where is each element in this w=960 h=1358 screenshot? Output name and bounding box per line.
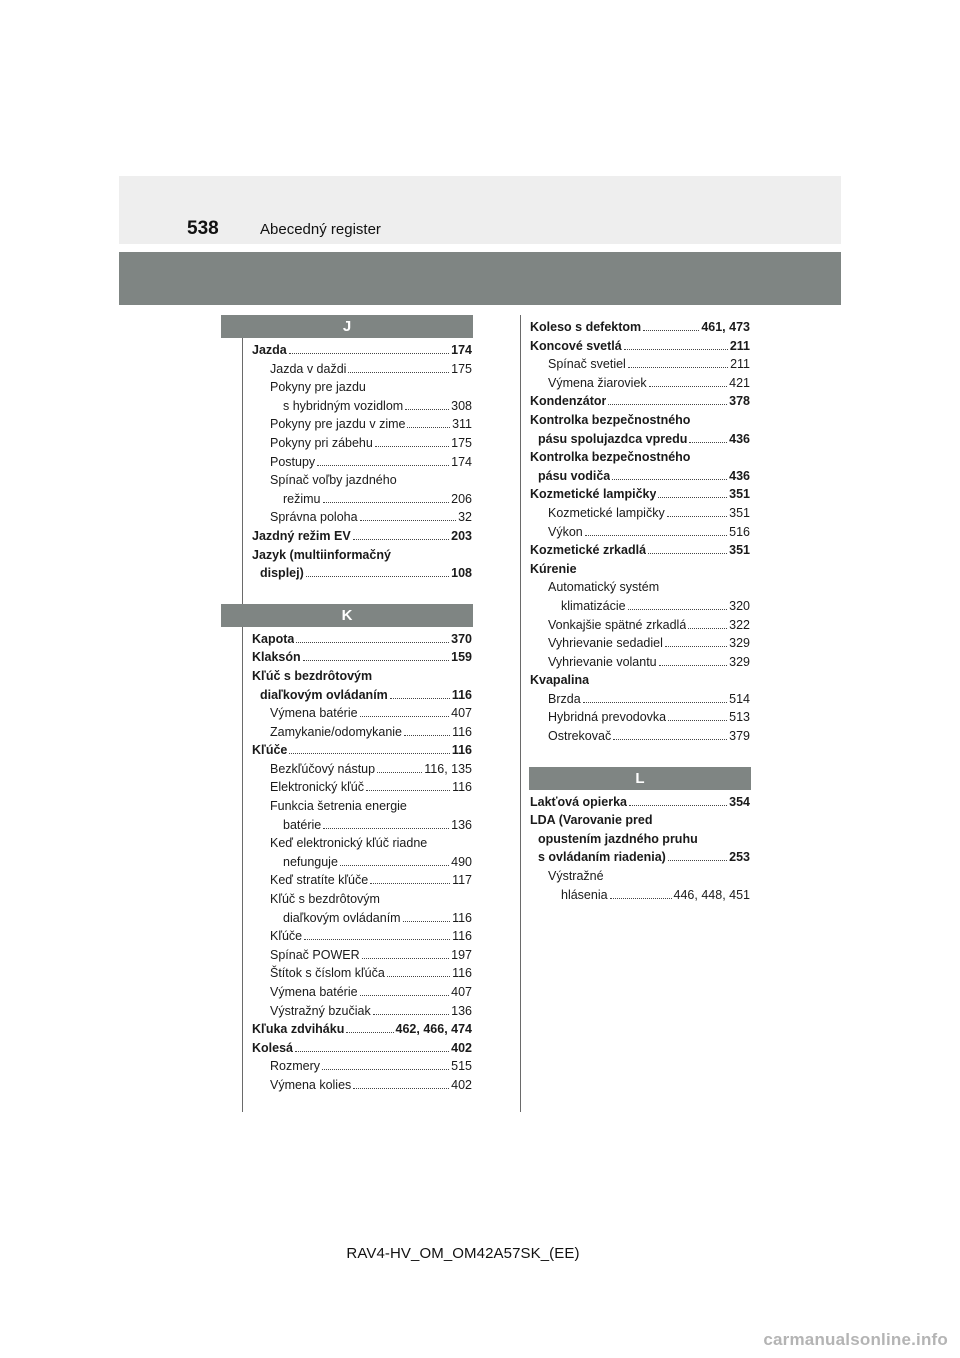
index-entry xyxy=(252,564,472,583)
index-entry-label: Výmena batérie xyxy=(270,706,358,721)
index-entry-label: Spínač voľby jazdného xyxy=(270,473,397,488)
leader-dots xyxy=(306,566,449,577)
index-entry-page: 174 xyxy=(451,454,472,469)
index-entry xyxy=(252,415,472,434)
index-entry-page: 351 xyxy=(729,543,750,558)
index-entry xyxy=(530,793,750,812)
index-entry xyxy=(252,546,472,565)
index-entry-page: 379 xyxy=(729,729,750,744)
leader-dots xyxy=(649,376,727,387)
leader-dots xyxy=(348,362,449,373)
leader-dots xyxy=(360,985,450,996)
index-entry-page: 436 xyxy=(729,468,750,483)
index-entry-page: 402 xyxy=(451,1040,472,1055)
index-entry-page: 402 xyxy=(451,1077,472,1092)
leader-dots xyxy=(628,357,728,368)
letter-header-k: K xyxy=(221,604,473,627)
index-entry-page: 407 xyxy=(451,706,472,721)
leader-dots xyxy=(323,818,449,829)
index-entry xyxy=(530,337,750,356)
index-entry-page: 461, 473 xyxy=(701,320,750,334)
index-entry xyxy=(252,1039,472,1058)
index-entry-label: opustením jazdného pruhu xyxy=(538,831,698,846)
index-entry-label: Kolesá xyxy=(252,1040,293,1055)
leader-dots xyxy=(387,966,450,977)
section-title: Abecedný register xyxy=(260,221,381,238)
index-entry-label: Brzda xyxy=(548,691,581,706)
index-entry-label: Jazdný režim EV xyxy=(252,528,351,543)
index-entry-page: 436 xyxy=(729,431,750,446)
watermark: carmanualsonline.info xyxy=(763,1330,948,1349)
index-entry-page: 203 xyxy=(451,528,472,543)
index-entry-label: Jazda v daždi xyxy=(270,361,347,376)
leader-dots xyxy=(613,729,727,740)
leader-dots xyxy=(407,417,450,428)
index-entry-page: 116 xyxy=(451,743,472,758)
index-entry-label: Elektronický kľúč xyxy=(270,780,364,795)
index-entry xyxy=(252,964,472,983)
index-entry-label: Výkon xyxy=(548,524,583,539)
leader-dots xyxy=(390,688,450,699)
index-entry-label: Kľúč s bezdrôtovým xyxy=(252,668,373,683)
index-entry-label: pásu vodiča xyxy=(538,468,611,483)
index-entry-page: 116 xyxy=(452,724,472,739)
index-entry-page: 462, 466, 474 xyxy=(395,1022,472,1037)
index-entry-page: 446, 448, 451 xyxy=(673,887,750,902)
index-entry-page: 514 xyxy=(729,691,750,706)
index-entry-page: 197 xyxy=(451,947,472,962)
index-entry-page: 116 xyxy=(452,780,472,795)
leader-dots xyxy=(377,762,422,773)
leader-dots xyxy=(624,339,728,350)
index-entry-label: Kondenzátor xyxy=(530,394,607,409)
index-entry xyxy=(530,448,750,467)
index-entry-page: 211 xyxy=(729,338,750,353)
header-dark-band xyxy=(119,252,841,305)
index-entry xyxy=(252,853,472,872)
index-entry-label: Jazda xyxy=(252,343,287,357)
leader-dots xyxy=(404,725,450,736)
leader-dots xyxy=(659,655,728,666)
index-entry xyxy=(252,983,472,1002)
index-entry-page: 351 xyxy=(729,505,750,520)
index-entry xyxy=(252,434,472,453)
index-entry-label: Spínač POWER xyxy=(270,947,360,962)
index-entry xyxy=(252,1002,472,1021)
leader-dots xyxy=(322,1059,449,1070)
index-column-left xyxy=(252,315,472,1095)
index-entry xyxy=(530,886,750,905)
leader-dots xyxy=(667,506,727,517)
index-entry-label: Klaksón xyxy=(252,650,301,665)
index-entry-page: 211 xyxy=(730,357,750,372)
index-entry xyxy=(252,741,472,760)
index-entry-label: Správna poloha xyxy=(270,510,358,525)
index-entry-page: 378 xyxy=(729,394,750,409)
index-entry xyxy=(252,527,472,546)
leader-dots xyxy=(360,706,450,717)
leader-dots xyxy=(403,911,450,922)
index-entry-label: Kozmetické lampičky xyxy=(530,487,657,502)
index-entry xyxy=(530,671,750,690)
index-entry xyxy=(530,318,750,337)
index-entry xyxy=(252,508,472,527)
index-entry-page: 354 xyxy=(729,794,750,809)
index-entry-label: Postupy xyxy=(270,454,316,469)
leader-dots xyxy=(346,1022,393,1033)
index-entry-label: s ovládaním riadenia) xyxy=(538,850,666,865)
index-entry-label: pásu spolujazdca vpredu xyxy=(538,431,688,446)
index-entry xyxy=(530,392,750,411)
index-entry-page: 370 xyxy=(451,631,472,646)
index-entry-label: Kozmetické zrkadlá xyxy=(530,543,647,558)
index-entry-label: Automatický systém xyxy=(548,580,660,595)
leader-dots xyxy=(373,1004,449,1015)
index-entry xyxy=(530,597,750,616)
page-number: 538 xyxy=(187,218,219,239)
leader-dots xyxy=(668,710,727,721)
index-entry xyxy=(252,397,472,416)
index-entry xyxy=(252,890,472,909)
leader-dots xyxy=(340,855,449,866)
index-entry-label: Hybridná prevodovka xyxy=(548,710,667,725)
leader-dots xyxy=(375,436,449,447)
leader-dots xyxy=(303,650,450,661)
leader-dots xyxy=(689,432,727,443)
index-entry xyxy=(252,453,472,472)
leader-dots xyxy=(289,343,449,354)
index-entry xyxy=(252,871,472,890)
leader-dots xyxy=(353,529,449,540)
column-divider-left xyxy=(242,315,243,1112)
index-entry-page: 513 xyxy=(729,710,750,725)
index-entry xyxy=(530,830,750,849)
leader-dots xyxy=(370,873,450,884)
index-entry-page: 117 xyxy=(452,873,472,888)
index-entry-label: Koncové svetlá xyxy=(530,338,622,353)
index-entry-page: 311 xyxy=(452,417,472,432)
index-entry-page: 174 xyxy=(451,343,472,357)
index-entry xyxy=(530,848,750,867)
leader-dots xyxy=(289,743,449,754)
index-entry xyxy=(530,634,750,653)
index-entry-page: 421 xyxy=(729,375,750,390)
index-entry-label: režimu xyxy=(283,491,321,506)
leader-dots xyxy=(608,394,727,405)
index-entry xyxy=(252,648,472,667)
leader-dots xyxy=(610,888,672,899)
index-entry-label: Výstražné xyxy=(548,869,604,884)
index-entry-label: Keď elektronický kľúč riadne xyxy=(270,836,428,851)
index-entry xyxy=(530,616,750,635)
index-entry xyxy=(252,341,472,360)
index-entry xyxy=(530,541,750,560)
leader-dots xyxy=(323,492,450,503)
index-entry-label: Keď stratíte kľúče xyxy=(270,873,369,888)
index-entry-page: 136 xyxy=(451,817,472,832)
index-column-right xyxy=(530,318,750,904)
index-entry-label: Vonkajšie spätné zrkadlá xyxy=(548,617,687,632)
index-entry-label: Pokyny pri zábehu xyxy=(270,435,373,450)
index-entry-label: Kľúče xyxy=(252,743,288,758)
index-entry-label: Bezkľúčový nástup xyxy=(270,761,376,776)
index-list-j xyxy=(252,341,472,583)
index-entry-label: Kozmetické lampičky xyxy=(548,505,665,520)
letter-header-l: L xyxy=(529,767,751,790)
index-entry-label: batérie xyxy=(283,817,322,832)
leader-dots xyxy=(296,632,449,643)
index-entry-label: Vyhrievanie volantu xyxy=(548,654,657,669)
index-entry-page: 308 xyxy=(451,398,472,413)
index-entry xyxy=(530,578,750,597)
leader-dots xyxy=(648,543,727,554)
index-entry xyxy=(252,360,472,379)
index-entry xyxy=(252,1076,472,1095)
index-entry xyxy=(530,653,750,672)
index-entry-label: Výstražný bzučiak xyxy=(270,1003,371,1018)
index-entry-label: s hybridným vozidlom xyxy=(283,398,404,413)
index-entry xyxy=(530,355,750,374)
index-entry-label: Funkcia šetrenia energie xyxy=(270,799,407,814)
leader-dots xyxy=(668,850,727,861)
leader-dots xyxy=(295,1041,449,1052)
index-entry-page: 175 xyxy=(451,435,472,450)
index-entry xyxy=(252,686,472,705)
index-list-l xyxy=(530,793,750,905)
index-entry-page: 351 xyxy=(729,487,750,502)
index-entry-label: Ostrekovač xyxy=(548,729,612,744)
index-list-k-continued xyxy=(530,318,750,746)
index-entry-label: Kontrolka bezpečnostného xyxy=(530,450,691,465)
index-entry xyxy=(252,927,472,946)
index-entry xyxy=(530,560,750,579)
index-entry-page: 32 xyxy=(458,510,472,525)
index-entry xyxy=(252,630,472,649)
index-entry xyxy=(530,374,750,393)
leader-dots xyxy=(405,399,449,410)
index-entry-label: Kvapalina xyxy=(530,673,590,688)
index-entry-page: 136 xyxy=(451,1003,472,1018)
index-entry-page: 407 xyxy=(451,985,472,999)
index-entry-page: 116 xyxy=(451,687,472,702)
index-entry-label: Výmena batérie xyxy=(270,985,358,999)
index-entry-page: 206 xyxy=(451,491,472,506)
index-entry-label: Rozmery xyxy=(270,1059,321,1074)
index-entry-label: Kontrolka bezpečnostného xyxy=(530,412,691,427)
index-entry-page: 159 xyxy=(451,650,472,665)
manual-code: RAV4-HV_OM_OM42A57SK_(EE) xyxy=(346,1245,580,1262)
index-entry-page: 116 xyxy=(452,966,472,981)
index-entry-page: 322 xyxy=(729,617,750,632)
index-entry xyxy=(252,834,472,853)
index-entry-label: Lakťová opierka xyxy=(530,794,628,809)
leader-dots xyxy=(658,487,727,498)
index-entry-page: 253 xyxy=(729,850,750,865)
leader-dots xyxy=(366,780,450,791)
leader-dots xyxy=(360,510,457,521)
leader-dots xyxy=(643,320,699,331)
letter-header-j: J xyxy=(221,315,473,338)
leader-dots xyxy=(353,1078,449,1089)
index-entry-page: 516 xyxy=(729,524,750,539)
index-entry xyxy=(530,690,750,709)
index-entry-label: diaľkovým ovládaním xyxy=(283,910,401,925)
leader-dots xyxy=(362,948,450,959)
index-entry xyxy=(530,867,750,886)
index-entry-label: Jazyk (multiinformačný xyxy=(252,547,391,562)
index-entry-label: Spínač svetiel xyxy=(548,357,626,372)
index-entry-page: 175 xyxy=(451,361,472,376)
index-entry xyxy=(252,778,472,797)
index-entry xyxy=(530,467,750,486)
index-entry-label: Výmena kolies xyxy=(270,1077,352,1092)
index-list-k xyxy=(252,630,472,1095)
index-entry xyxy=(252,490,472,509)
leader-dots xyxy=(317,455,449,466)
index-entry xyxy=(252,909,472,928)
index-entry xyxy=(530,411,750,430)
index-entry xyxy=(530,811,750,830)
index-entry-page: 329 xyxy=(729,654,750,669)
index-entry xyxy=(252,723,472,742)
index-entry-page: 515 xyxy=(451,1059,472,1074)
index-entry-label: Pokyny pre jazdu xyxy=(270,380,366,395)
index-entry-page: 490 xyxy=(451,854,472,869)
index-entry xyxy=(530,430,750,449)
index-entry xyxy=(252,471,472,490)
index-entry xyxy=(530,504,750,523)
index-entry xyxy=(252,704,472,723)
index-entry-label: displej) xyxy=(260,566,304,581)
index-entry-label: Koleso s defektom xyxy=(530,320,642,334)
index-entry-label: hlásenia xyxy=(561,887,608,902)
index-entry-page: 320 xyxy=(729,598,750,613)
index-entry xyxy=(530,523,750,542)
index-entry-label: Pokyny pre jazdu v zime xyxy=(270,417,406,432)
index-entry-label: Kľuka zdviháku xyxy=(252,1022,345,1037)
index-entry xyxy=(252,760,472,779)
index-entry-label: nefunguje xyxy=(283,854,338,869)
index-entry-page: 108 xyxy=(451,566,472,581)
index-entry xyxy=(252,946,472,965)
index-entry-label: diaľkovým ovládaním xyxy=(260,687,388,702)
index-entry-label: Zamykanie/odomykanie xyxy=(270,724,403,739)
index-entry-label: Štítok s číslom kľúča xyxy=(270,966,385,981)
index-entry-label: Kapota xyxy=(252,631,295,646)
index-entry-label: Vyhrievanie sedadiel xyxy=(548,636,663,651)
index-entry-label: LDA (Varovanie pred xyxy=(530,813,653,828)
index-entry-label: Výmena žiaroviek xyxy=(548,375,647,390)
index-entry-page: 116 xyxy=(452,929,472,944)
index-entry xyxy=(252,378,472,397)
leader-dots xyxy=(688,618,727,629)
index-entry xyxy=(252,1057,472,1076)
leader-dots xyxy=(583,692,727,703)
index-entry xyxy=(252,1020,472,1039)
index-entry xyxy=(252,816,472,835)
leader-dots xyxy=(585,525,727,536)
index-entry-page: 116 xyxy=(452,910,472,925)
leader-dots xyxy=(628,599,728,610)
index-entry-label: klimatizácie xyxy=(561,598,626,613)
footer xyxy=(0,1245,960,1262)
index-entry xyxy=(252,667,472,686)
column-divider-right xyxy=(520,315,521,1112)
leader-dots xyxy=(304,929,450,940)
index-entry xyxy=(530,727,750,746)
index-entry-label: Kľúč s bezdrôtovým xyxy=(270,892,380,907)
index-entry xyxy=(530,708,750,727)
index-entry-page: 116, 135 xyxy=(424,761,472,776)
index-entry xyxy=(252,797,472,816)
index-entry xyxy=(530,485,750,504)
leader-dots xyxy=(665,636,727,647)
index-entry-page: 329 xyxy=(729,636,750,651)
header-band xyxy=(119,176,841,244)
index-entry-label: Kúrenie xyxy=(530,561,577,576)
leader-dots xyxy=(629,795,727,806)
index-entry-label: Kľúče xyxy=(270,929,303,944)
leader-dots xyxy=(612,469,727,480)
